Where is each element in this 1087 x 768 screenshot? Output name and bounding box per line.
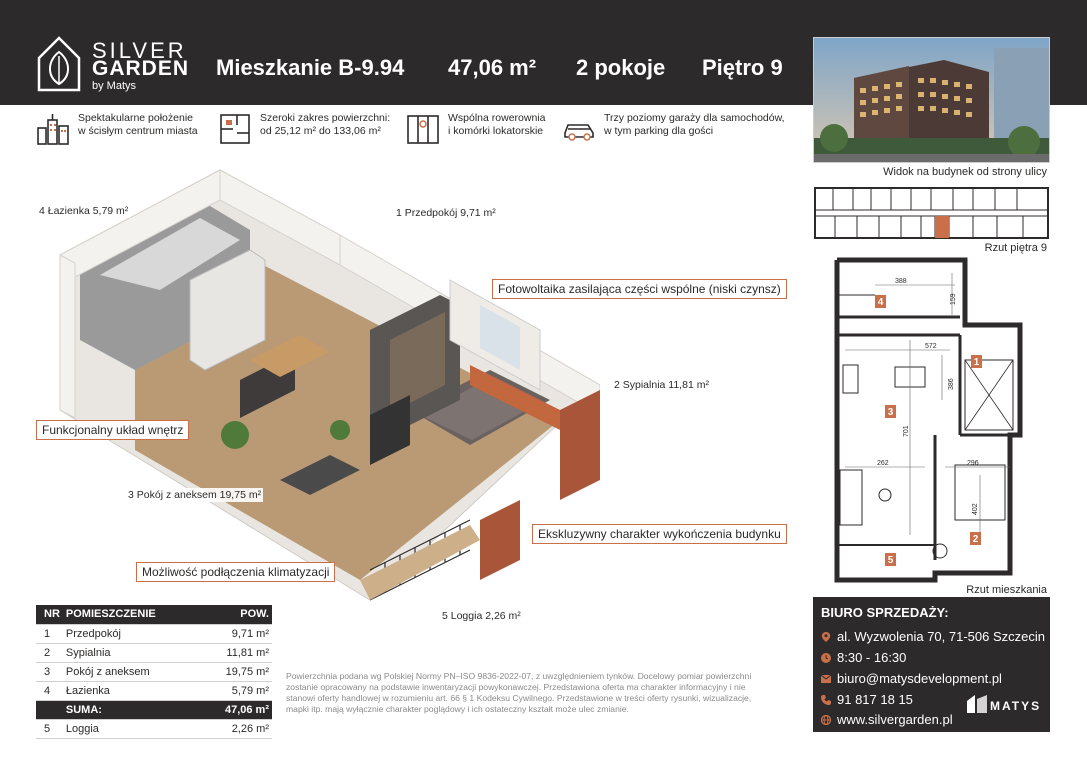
feature-location-line2: w ścisłym centrum miasta: [78, 125, 198, 137]
room-label-bathroom: 4 Łazienka 5,79 m²: [39, 205, 129, 217]
floor-plan-caption: Rzut piętra 9: [984, 242, 1047, 254]
feature-area-range: [218, 112, 390, 152]
office-hours-text: 8:30 - 16:30: [837, 650, 907, 665]
matys-logo-text: MATYS: [990, 699, 1042, 713]
feature-storage: [406, 112, 545, 152]
silver-garden-logo: [36, 34, 206, 94]
callout-air-conditioning: Możliwość podłączenia klimatyzacji: [136, 562, 335, 582]
matys-logo-mark-icon: [967, 695, 987, 713]
col-nr: NR: [36, 605, 63, 624]
table-row: [36, 624, 272, 643]
row-area: 11,81 m²: [200, 643, 272, 662]
globe-icon: [821, 715, 831, 725]
row-name: Loggia: [63, 719, 200, 738]
plan-num-1: 1: [973, 357, 980, 368]
feature-parking-line1: Trzy poziomy garaży dla samochodów,: [604, 112, 785, 124]
feature-location: [36, 112, 198, 152]
row-area: 5,79 m²: [200, 681, 272, 700]
photo-caption: Widok na budynek od strony ulicy: [883, 166, 1047, 178]
dim-572: 572: [925, 343, 937, 350]
row-nr: 1: [36, 624, 63, 643]
table-row: [36, 719, 272, 738]
row-name: Łazienka: [63, 681, 200, 700]
legal-disclaimer: Powierzchnia podana wg Polskiej Normy PN–ISO 9836-2022-07, z uwzględnieniem tynków. Docelowy pomiar powierzchni zostanie opracowany na podstawie inwentaryzacji powykonawczej. Przedstawiona oferta ma charakter informacyjny i nie stanowi oferty handlowej w rozumieniu art. 66 § 1 Kodeksu Cywilnego. Przedstawione w treści oferty rysunki, wizualizacje, mapki itp. mają wyłącznie charakter poglądowy i ich ostateczny kształt może ulec zmianie.: [286, 671, 752, 714]
apartment-plan: [815, 255, 1050, 583]
phone-icon: [821, 695, 831, 705]
dim-386: 386: [948, 378, 955, 390]
location-pin-icon: [821, 632, 831, 642]
apartment-area: 47,06 m²: [448, 55, 537, 80]
dim-262: 262: [877, 460, 889, 467]
row-name: Przedpokój: [63, 624, 200, 643]
table-row: [36, 662, 272, 681]
storage-icon: [406, 112, 440, 146]
callout-exclusive: Ekskluzywny charakter wykończenia budynku: [532, 524, 787, 544]
col-room: POMIESZCZENIE: [63, 605, 200, 624]
room-label-living: 3 Pokój z aneksem 19,75 m²: [128, 489, 262, 501]
table-sum-row: [36, 700, 272, 719]
feature-location-line1: Spektakularne położenie: [78, 112, 193, 124]
room-label-bedroom: 2 Sypialnia 11,81 m²: [614, 379, 709, 391]
apartment-plan-caption: Rzut mieszkania: [966, 584, 1047, 596]
plan-num-3: 3: [887, 407, 894, 418]
logo-garden-text: GARDEN: [92, 57, 190, 80]
office-web-link[interactable]: www.silvergarden.pl: [837, 712, 953, 727]
row-name: Sypialnia: [63, 643, 200, 662]
room-area-table: [36, 605, 272, 739]
clock-icon: [821, 653, 831, 663]
sum-value: 47,06 m²: [200, 700, 272, 719]
apartment-rooms: 2 pokoje: [576, 55, 666, 80]
matys-logo: [967, 695, 1041, 713]
floor-9-plan: [813, 186, 1050, 242]
dim-159: 159: [950, 293, 957, 305]
office-email-link[interactable]: biuro@matysdevelopment.pl: [837, 671, 1002, 686]
dim-296: 296: [967, 460, 979, 467]
office-web[interactable]: [821, 712, 953, 727]
feature-storage-line1: Wspólna rowerownia: [448, 112, 546, 124]
sum-label: SUMA:: [63, 700, 200, 719]
office-email[interactable]: [821, 671, 1002, 686]
apartment-floor: Piętro 9: [702, 55, 783, 80]
logo-by-text: by Matys: [92, 80, 137, 92]
room-label-loggia: 5 Loggia 2,26 m²: [442, 610, 521, 622]
feature-storage-line2: i komórki lokatorskie: [448, 125, 544, 137]
table-row: [36, 681, 272, 700]
car-icon: [562, 112, 596, 146]
row-area: 2,26 m²: [200, 719, 272, 738]
row-nr: 5: [36, 719, 63, 738]
callout-photovoltaics: Fotowoltaika zasilająca części wspólne (niski czynsz): [492, 279, 787, 299]
dim-402: 402: [972, 503, 979, 515]
row-nr: 4: [36, 681, 63, 700]
dim-388: 388: [895, 278, 907, 285]
plan-num-5: 5: [887, 555, 894, 566]
office-phone[interactable]: [821, 692, 913, 707]
office-address: [821, 629, 1045, 644]
table-row: [36, 643, 272, 662]
row-area: 19,75 m²: [200, 662, 272, 681]
feature-parking: [562, 112, 785, 152]
apartment-title: Mieszkanie B-9.94: [216, 55, 405, 80]
col-area: POW.: [200, 605, 272, 624]
office-address-text: al. Wyzwolenia 70, 71-506 Szczecin: [837, 629, 1045, 644]
room-label-hallway: 1 Przedpokój 9,71 m²: [396, 207, 496, 219]
office-phone-link[interactable]: 91 817 18 15: [837, 692, 913, 707]
apartment-3d-visualization: [39, 160, 781, 630]
city-icon: [36, 112, 70, 146]
sales-office-title: BIURO SPRZEDAŻY:: [821, 605, 949, 620]
office-hours: [821, 650, 906, 665]
row-name: Pokój z aneksem: [63, 662, 200, 681]
plan-num-4: 4: [877, 297, 884, 308]
floorplan-icon: [218, 112, 252, 146]
row-area: 9,71 m²: [200, 624, 272, 643]
plan-num-2: 2: [972, 534, 979, 545]
feature-area-line2: od 25,12 m² do 133,06 m²: [260, 125, 381, 137]
row-nr: 3: [36, 662, 63, 681]
feature-area-line1: Szeroki zakres powierzchni:: [260, 112, 391, 124]
table-header: [36, 605, 272, 624]
callout-layout: Funkcjonalny układ wnętrz: [36, 420, 189, 440]
feature-parking-line2: w tym parking dla gości: [604, 125, 714, 137]
envelope-icon: [821, 674, 831, 684]
building-photo: [813, 37, 1050, 163]
logo-house-leaf-icon: [36, 34, 82, 92]
sales-office-box: [813, 597, 1050, 732]
logo-silver-text: SILVER: [92, 38, 187, 63]
dim-701: 701: [903, 425, 910, 437]
row-nr: 2: [36, 643, 63, 662]
